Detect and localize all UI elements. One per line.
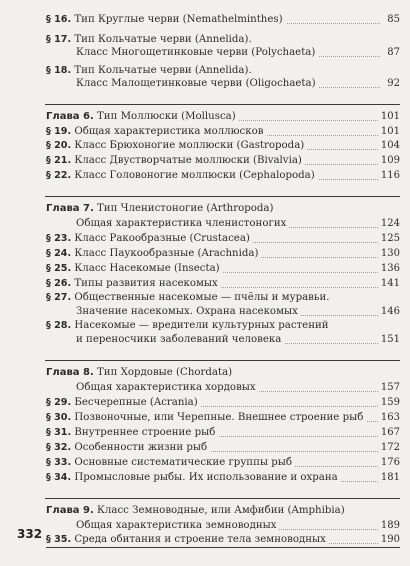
entry-page-number: 125 xyxy=(378,233,400,245)
bottom-rule xyxy=(46,547,400,548)
entry-title: Типы развития насекомых xyxy=(74,278,218,289)
entry-page-number: 163 xyxy=(378,412,400,424)
entry-title: Класс Головоногие моллюски (Cephalopoda) xyxy=(74,170,315,181)
toc-row xyxy=(46,442,400,454)
section-number: § 29. xyxy=(46,397,72,408)
toc-row xyxy=(46,382,400,394)
entry-title: Тип Членистоногие (Arthropoda) xyxy=(97,203,274,214)
entry-title: Основные систематические группы рыб xyxy=(74,457,292,468)
entry-title: Тип Моллюски (Mollusca) xyxy=(97,111,236,122)
section-number: § 35. xyxy=(46,534,72,545)
entry-title: Класс Паукообразные (Arachnida) xyxy=(74,248,259,259)
toc-chapter-row xyxy=(46,505,400,517)
toc-row xyxy=(46,170,400,182)
toc-row xyxy=(46,248,400,260)
toc-chapter-row xyxy=(46,367,400,379)
entry-title: Особенности жизни рыб xyxy=(74,442,208,453)
entry-title: Общая характеристика земноводных xyxy=(76,520,277,531)
section-number: § 18. xyxy=(46,65,72,76)
toc-row xyxy=(46,412,400,424)
entry-page-number: 104 xyxy=(378,140,400,152)
chapter-label: Глава 8. xyxy=(46,367,94,378)
entry-title: Класс Двустворчатые моллюски (Bivalvia) xyxy=(74,155,302,166)
section-number: § 26. xyxy=(46,278,72,289)
section-number: § 17. xyxy=(46,34,72,45)
entry-title: Промысловые рыбы. Их использование и охрана xyxy=(74,472,338,483)
entry-title: Класс Многощетинковые черви (Polychaeta) xyxy=(76,47,316,58)
entry-title: Общественные насекомые — пчёлы и муравьи. xyxy=(74,292,330,303)
entry-title: Класс Брюхоногие моллюски (Gastropoda) xyxy=(74,140,305,151)
entry-title: Класс Малощетинковые черви (Oligochaeta) xyxy=(76,78,316,89)
chapter-divider xyxy=(45,196,400,197)
toc-row xyxy=(46,534,400,546)
entry-title: Насекомые — вредители культурных растений xyxy=(74,320,329,331)
entry-title: Тип Кольчатые черви (Annelida). xyxy=(74,65,252,76)
entry-page-number: 190 xyxy=(378,534,400,546)
page-number: 332 xyxy=(17,527,43,541)
entry-page-number: 124 xyxy=(378,218,400,230)
entry-page-number: 101 xyxy=(378,111,400,123)
entry-title: Бесчерепные (Acrania) xyxy=(74,397,198,408)
toc-row xyxy=(46,140,400,152)
section-number: § 30. xyxy=(46,412,72,423)
chapter-divider xyxy=(45,104,400,105)
section-number: § 22. xyxy=(46,170,72,181)
entry-title: Класс Насекомые (Insecta) xyxy=(74,263,220,274)
entry-page-number: 146 xyxy=(378,306,400,318)
section-number: § 21. xyxy=(46,155,72,166)
section-number: § 27. xyxy=(46,292,72,303)
entry-page-number: 167 xyxy=(378,427,400,439)
toc-row xyxy=(46,427,400,439)
entry-title: Общая характеристика моллюсков xyxy=(74,126,264,137)
entry-title: Внутреннее строение рыб xyxy=(74,427,216,438)
section-number: § 32. xyxy=(46,442,72,453)
section-number: § 16. xyxy=(46,14,72,25)
entry-page-number: 92 xyxy=(384,78,400,90)
entry-title: Тип Хордовые (Chordata) xyxy=(97,367,233,378)
entry-page-number: 176 xyxy=(378,457,400,469)
section-number: § 24. xyxy=(46,248,72,259)
chapter-label: Глава 6. xyxy=(46,111,94,122)
toc-row xyxy=(46,472,400,484)
entry-page-number: 157 xyxy=(378,382,400,394)
entry-page-number: 141 xyxy=(378,278,400,290)
section-number: § 20. xyxy=(46,140,72,151)
entry-title: и переносчики заболеваний человека xyxy=(76,334,282,345)
toc-row xyxy=(46,65,400,77)
toc-row xyxy=(46,306,400,318)
entry-title: Значение насекомых. Охрана насекомых xyxy=(76,306,298,317)
toc-row xyxy=(46,126,400,138)
entry-title: Общая характеристика членистоногих xyxy=(76,218,287,229)
entry-page-number: 109 xyxy=(378,155,400,167)
entry-title: Класс Ракообразные (Crustacea) xyxy=(74,233,250,244)
entry-title: Общая характеристика хордовых xyxy=(76,382,256,393)
section-number: § 19. xyxy=(46,126,72,137)
entry-page-number: 136 xyxy=(378,263,400,275)
entry-title: Тип Круглые черви (Nemathelminthes) xyxy=(74,14,283,25)
toc-row xyxy=(46,47,400,59)
chapter-label: Глава 9. xyxy=(46,505,94,516)
toc-row xyxy=(46,457,400,469)
entry-page-number: 172 xyxy=(378,442,400,454)
entry-title: Позвоночные, или Черепные. Внешнее строение рыб xyxy=(74,412,364,423)
toc-row xyxy=(46,14,400,26)
toc-row xyxy=(46,34,400,46)
section-number: § 25. xyxy=(46,263,72,274)
toc-row xyxy=(46,292,400,304)
toc-row xyxy=(46,520,400,532)
entry-page-number: 87 xyxy=(384,47,400,59)
toc-row xyxy=(46,397,400,409)
entry-page-number: 159 xyxy=(378,397,400,409)
chapter-divider xyxy=(45,360,400,361)
entry-page-number: 116 xyxy=(378,170,400,182)
toc-row xyxy=(46,334,400,346)
entry-title: Класс Земноводные, или Амфибии (Amphibia) xyxy=(97,505,345,516)
toc-chapter-row xyxy=(46,111,400,123)
section-number: § 28. xyxy=(46,320,72,331)
chapter-divider xyxy=(45,498,400,499)
entry-page-number: 101 xyxy=(378,126,400,138)
entry-page-number: 189 xyxy=(378,520,400,532)
entry-page-number: 85 xyxy=(384,14,400,26)
toc-row xyxy=(46,233,400,245)
toc-row xyxy=(46,263,400,275)
section-number: § 34. xyxy=(46,472,72,483)
entry-title: Среда обитания и строение тела земноводных xyxy=(74,534,326,545)
entry-page-number: 151 xyxy=(378,334,400,346)
section-number: § 23. xyxy=(46,233,72,244)
section-number: § 33. xyxy=(46,457,72,468)
toc-row xyxy=(46,78,400,90)
entry-page-number: 130 xyxy=(378,248,400,260)
section-number: § 31. xyxy=(46,427,72,438)
entry-title: Тип Кольчатые черви (Annelida). xyxy=(74,34,252,45)
toc-row xyxy=(46,218,400,230)
chapter-label: Глава 7. xyxy=(46,203,94,214)
entry-page-number: 181 xyxy=(378,472,400,484)
toc-chapter-row xyxy=(46,203,400,215)
toc-row xyxy=(46,278,400,290)
toc-row xyxy=(46,155,400,167)
toc-row xyxy=(46,320,400,332)
